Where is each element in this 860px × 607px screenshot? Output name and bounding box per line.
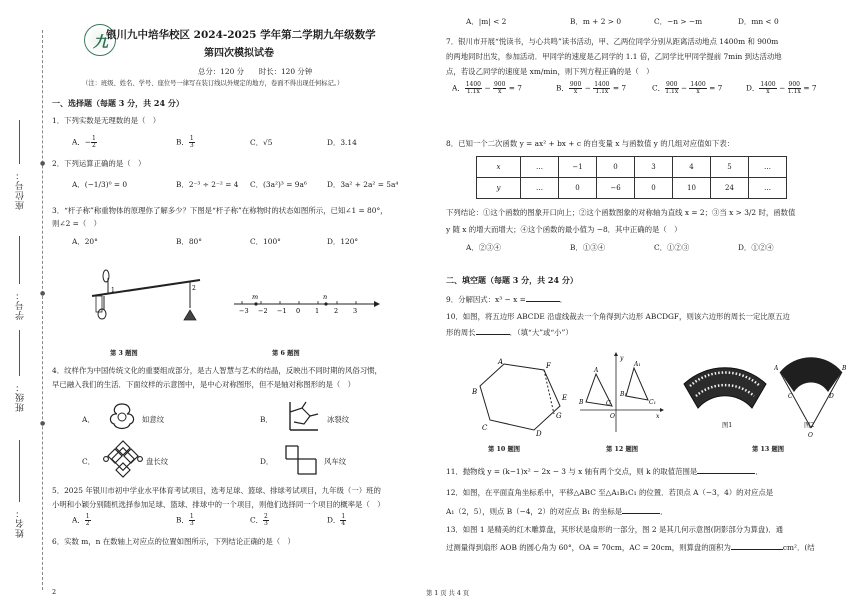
q6-number-line	[230, 290, 380, 316]
q7-c-letter: C．	[652, 83, 666, 93]
shaded-sector	[780, 357, 842, 392]
q5-d-num: 1	[341, 513, 346, 520]
q5-stem-line2: 小明和小颖分别随机选择参加足球、篮球、排球中的一个项目，则他们选择同一个项目的概率是（ ）	[52, 500, 385, 509]
q7-d-f1n: 1400	[760, 81, 776, 88]
label-G: G	[556, 412, 562, 420]
table-cell: 0	[559, 178, 597, 199]
q7-d-f2n: 900	[788, 81, 800, 88]
q7-d-frac1	[759, 82, 776, 95]
binding-hole: ●	[40, 160, 46, 167]
q3-option-b[interactable]: B．80°	[176, 237, 202, 246]
q4-d-name: 风车纹	[324, 457, 347, 466]
q9-stem: 9．分解因式：x³ − x = ．	[446, 295, 568, 304]
q7-stem-line1: 7．银川市开展“悦读书，与心共鸣”读书活动，甲、乙两位同学分别从距离活动地点 1400m 和 900m	[446, 37, 779, 46]
q7-d-mid: −	[778, 83, 786, 93]
q7-a-mid: −	[484, 83, 491, 93]
fig13-label-2: 图2	[804, 422, 815, 429]
label-A: A	[774, 365, 779, 372]
q8-value-table	[476, 156, 787, 199]
q8-claims-line2: y 随 x 的增大而增大；④这个函数的最小值为 −8．其中正确的是（ ）	[446, 225, 682, 234]
q1-b-fraction	[189, 136, 195, 149]
q7-option-b[interactable]	[556, 82, 626, 95]
q7-option-a[interactable]	[452, 82, 522, 95]
q1-a-den: 2	[91, 142, 96, 149]
q1-option-c[interactable]: C．√5	[250, 138, 273, 147]
q1-option-a[interactable]	[72, 136, 97, 149]
class-line[interactable]	[19, 330, 20, 376]
q7-a-f2n: 900	[493, 81, 506, 88]
q4-stem-line2: 早已融入我们的生活．下面纹样的示意图中，是中心对称图形，但不是轴对称图形的是（ ）	[52, 380, 356, 389]
q7-a-letter: A．	[452, 83, 465, 93]
q7-a-f2d: x	[497, 88, 502, 95]
number-line-tick-label: 3	[353, 307, 358, 315]
table-cell: −1	[559, 157, 597, 178]
label-A: A	[594, 367, 599, 374]
q4-d-letter: D．	[260, 457, 274, 466]
id-line[interactable]	[19, 236, 20, 284]
endless-knot-pattern-icon	[102, 440, 144, 478]
q5-option-a[interactable]	[72, 514, 91, 527]
q7-d-letter: D．	[746, 83, 760, 93]
steelyard-hook-top	[103, 270, 109, 282]
label-O: O	[610, 413, 615, 420]
q3-steelyard-figure	[82, 258, 207, 336]
q5-b-letter: B．	[176, 515, 189, 525]
point-n	[324, 302, 327, 305]
number-line-tick-label: 2	[334, 307, 339, 315]
binding-dashed-line	[40, 30, 46, 590]
label-A1: A₁	[634, 361, 641, 368]
q10-pentagon-figure	[464, 356, 574, 436]
q3-stem-line2: 则∠2 =（ ）	[52, 219, 101, 228]
q7-c-f2d: x	[696, 88, 700, 95]
q11-answer-blank[interactable]	[697, 473, 755, 474]
q2-stem: 2．下列运算正确的是（ ）	[52, 159, 146, 168]
q7-c-mid: −	[680, 83, 688, 93]
q7-b-frac2	[593, 82, 610, 95]
section1-title: 一、选择题（每题 3 分，共 24 分）	[52, 98, 184, 108]
triangle-A1B1C1	[626, 368, 648, 400]
steelyard-weight	[184, 310, 196, 320]
label-E: E	[562, 394, 568, 402]
q7-b-f1n: 900	[569, 81, 582, 88]
section2-title: 二、填空题（每题 3 分，共 24 分）	[446, 275, 578, 285]
q8-option-a[interactable]: A．②③④	[466, 243, 501, 252]
q13-answer-blank[interactable]	[731, 549, 783, 550]
q12-answer-blank[interactable]	[622, 513, 660, 514]
q9-text: 9．分解因式：x³ − x =	[446, 295, 526, 304]
q4-option-a[interactable]	[82, 416, 95, 425]
point-m	[254, 302, 257, 305]
q7-c-frac1	[665, 82, 678, 95]
q12-stem-line1: 12．如图，在平面直角坐标系中，平移△ABC 至△A₁B₁C₁ 的位置．若顶点 A（−3，4）的对应点是	[446, 488, 774, 497]
q10-answer-blank[interactable]	[476, 334, 510, 335]
q4-a-name: 如意纹	[142, 415, 165, 424]
q4-option-c[interactable]	[82, 458, 95, 467]
q4-c-name: 盘长纹	[146, 457, 169, 466]
hexagon-outline	[480, 364, 560, 430]
fig-caption-10: 第 10 题图	[488, 446, 521, 453]
q7-c-f2n: 1400	[690, 81, 706, 88]
table-cell: …	[521, 157, 559, 178]
q13-abacus-photo	[680, 362, 770, 420]
q4-c-letter: C．	[82, 457, 96, 466]
table-cell: 4	[673, 157, 711, 178]
label-B: B	[579, 399, 584, 406]
fig13-label-1: 图1	[722, 422, 733, 429]
table-cell: 0	[635, 178, 673, 199]
school-logo-mark: 九	[93, 33, 109, 51]
table-row	[477, 157, 787, 178]
q5-option-d[interactable]	[327, 514, 346, 527]
pinwheel-pattern-icon	[276, 440, 320, 478]
table-header-y: y	[477, 178, 521, 199]
q12-text: A₁（2，5），则点 B（−4，2）的对应点 B₁ 的坐标是	[446, 507, 623, 516]
x-axis-arrow	[660, 408, 664, 412]
page-number-left: 2	[52, 588, 57, 596]
table-cell: …	[521, 178, 559, 199]
q7-a-f1n: 1400	[465, 81, 482, 88]
ruyi-pattern-icon	[104, 400, 140, 432]
label-C: C	[606, 400, 611, 407]
label-A: A	[498, 358, 504, 366]
q5-d-den: 4	[341, 520, 346, 527]
q7-a-frac2	[493, 82, 506, 95]
q5-c-fraction	[263, 514, 269, 527]
q2-option-c[interactable]: C．(3a²)³ = 9a⁶	[250, 180, 307, 189]
seat-line[interactable]	[19, 120, 20, 164]
name-line[interactable]	[19, 440, 20, 502]
exam-note: （注：班级、姓名、学号、座位号一律写在装订线以外规定的地方，卷面不得出现任何标记。）	[82, 80, 344, 87]
binding-hole: ●	[40, 420, 46, 427]
q7-c-frac2	[689, 82, 706, 95]
q5-c-num: 2	[264, 513, 268, 520]
seat-label: 座位号：	[16, 170, 26, 210]
right-column	[446, 0, 850, 607]
q3-option-c[interactable]: C．100°	[250, 237, 281, 246]
q3-angle2-label: 2	[192, 285, 196, 292]
table-cell: 0	[597, 157, 635, 178]
label-O: O	[808, 432, 813, 439]
table-cell: …	[749, 157, 787, 178]
q5-d-letter: D．	[327, 515, 341, 525]
q10-text: 形的周长	[446, 328, 476, 337]
q7-c-end: = 7	[709, 83, 723, 93]
q7-c-f1d: 1.1x	[665, 88, 679, 95]
q7-stem-line2: 的两地同时出发，参加活动．甲同学的速度是乙同学的 1.1 倍，乙同学比甲同学提前 7min 到达活动地	[446, 52, 782, 61]
number-line-arrow	[374, 301, 380, 307]
q8-option-d[interactable]: D．①②④	[738, 243, 774, 252]
q3-angle1-label: 1	[111, 287, 115, 294]
q6-option-c[interactable]: C．−n > −m	[654, 17, 703, 26]
q13-stem-line2	[446, 544, 815, 553]
ice-crack-pattern-icon	[284, 398, 322, 434]
label-B: B	[472, 388, 478, 396]
q13-unit: cm²．(结	[782, 543, 815, 552]
q7-b-f2d: 1.1x	[595, 88, 609, 95]
q5-a-fraction	[85, 514, 91, 527]
table-row	[477, 178, 787, 199]
q1-a-letter: A．	[72, 137, 85, 147]
q4-a-letter: A．	[82, 415, 95, 424]
q6-option-a[interactable]: A．|m| < 2	[466, 17, 507, 26]
exam-meta: 总分：120 分 时长：120 分钟	[198, 67, 313, 76]
q7-option-c[interactable]	[652, 82, 722, 95]
label-B: B	[842, 365, 847, 372]
q10-stem-line1: 10．如图，将五边形 ABCDE 沿虚线裁去一个角得到六边形 ABCDGF，则该六边形的周长一定比原五边	[446, 312, 790, 321]
q8-claims-line1: 下列结论：①这个函数的图象开口向上；②这个函数图象的对称轴为直线 x = 2；③当 x > 3/2 时，函数值	[446, 208, 796, 217]
label-y: y	[620, 355, 624, 362]
q11-text: 11．抛物线 y = (k−1)x² − 2x − 3 与 x 轴有两个交点，则 k 的取值范围是	[446, 467, 698, 476]
q2-option-d[interactable]: D．3a² + 2a² = 5a⁴	[327, 180, 399, 189]
q7-b-end: = 7	[612, 83, 627, 93]
number-line-tick-label: 0	[296, 307, 301, 315]
label-C: C	[482, 424, 488, 432]
q1-option-b[interactable]	[176, 136, 195, 149]
binding-hole: ●	[40, 290, 46, 297]
table-cell: …	[749, 178, 787, 199]
q7-b-f2n: 1400	[594, 81, 610, 88]
q10-stem-line2	[446, 329, 573, 338]
q10-hint: ．（填“大”或“小”）	[509, 328, 573, 337]
fig-caption-3: 第 3 题图	[110, 350, 138, 357]
q7-option-d[interactable]	[746, 82, 817, 95]
label-C1: C₁	[649, 399, 656, 406]
exam-title: 第四次模拟试卷	[204, 48, 274, 59]
q7-stem-line3: 点，若设乙同学的速度是 xm/min，则下列方程正确的是（ ）	[446, 67, 654, 76]
q3-option-d[interactable]: D．120°	[327, 237, 359, 246]
q1-a-sign: −	[84, 137, 91, 147]
q5-option-c[interactable]	[250, 514, 269, 527]
cut-line	[544, 370, 554, 414]
q12-stem-line2: A₁（2，5），则点 B（−4，2）的对应点 B₁ 的坐标是 ．	[446, 507, 668, 516]
number-line-tick-label: −3	[239, 307, 249, 315]
table-header-x: x	[477, 157, 521, 178]
q7-d-f2d: 1.1x	[787, 88, 801, 95]
y-axis-arrow	[614, 352, 618, 356]
table-cell: 5	[711, 157, 749, 178]
q8-option-c[interactable]: C．①②③	[654, 243, 690, 252]
q7-a-frac1	[465, 82, 482, 95]
id-label: 学号：	[16, 290, 26, 320]
q13-stem-line1: 13．如图 1 是精美的红木雕算盘，其形状是扇形的一部分，图 2 是其几何示意图(阴影部分为算盘)．通	[446, 525, 783, 534]
q9-answer-blank[interactable]	[526, 301, 560, 302]
fig-caption-12: 第 12 题图	[606, 446, 639, 453]
fig-caption-13: 第 13 题图	[752, 446, 785, 453]
q7-a-f1d: 1.1x	[466, 88, 480, 95]
q5-option-b[interactable]	[176, 514, 195, 527]
q4-stem-line1: 4．纹样作为中国传统文化的重要组成部分，是古人智慧与艺术的结晶，反映出不同时期的风俗习惯，	[52, 366, 382, 375]
q7-b-letter: B．	[556, 83, 569, 93]
school-title: 银川九中培华校区 2024-2025 学年第二学期九年级数学	[106, 29, 376, 41]
q7-d-end: = 7	[803, 83, 817, 93]
q6-stem: 6．实数 m，n 在数轴上对应点的位置如图所示，下列结论正确的是（ ）	[52, 537, 295, 546]
q4-option-b[interactable]	[260, 416, 273, 425]
q1-b-num: 1	[189, 135, 194, 142]
label-x: x	[656, 413, 660, 420]
table-cell: 10	[673, 178, 711, 199]
q8-option-b[interactable]: B．①③④	[570, 243, 605, 252]
q8-stem: 8．已知一个二次函数 y = ax² + bx + c 的自变量 x 与函数值 y 的几组对应值如下表：	[446, 139, 735, 148]
q2-option-b[interactable]: B．2⁻³ ÷ 2⁻² = 4	[176, 180, 239, 189]
number-line-tick-label: 1	[315, 307, 320, 315]
q7-b-frac1	[569, 82, 582, 95]
q5-a-num: 1	[85, 513, 90, 520]
q1-a-num: 1	[91, 135, 96, 142]
q7-c-f1n: 900	[666, 81, 678, 88]
fig-caption-6: 第 6 题图	[272, 350, 300, 357]
q13-text: 过测量得到扇形 AOB 的圆心角为 60°，OA = 70cm，AC = 20cm，则算盘的面积为	[446, 543, 731, 552]
table-cell: 24	[711, 178, 749, 199]
table-cell: −6	[597, 178, 635, 199]
q5-b-num: 1	[189, 513, 194, 520]
steelyard-object	[96, 296, 102, 312]
q4-b-name: 冰裂纹	[327, 415, 350, 424]
number-line-tick-label: −1	[277, 307, 287, 315]
q4-option-d[interactable]	[260, 458, 273, 467]
q7-b-mid: −	[584, 83, 591, 93]
q3-option-a[interactable]: A．20°	[72, 237, 98, 246]
q7-b-f1d: x	[573, 88, 578, 95]
q4-b-letter: B．	[260, 415, 273, 424]
q5-c-letter: C．	[250, 515, 264, 525]
q7-d-frac2	[788, 82, 801, 95]
q1-b-den: 3	[189, 142, 194, 149]
label-D: D	[829, 393, 834, 400]
q11-stem: 11．抛物线 y = (k−1)x² − 2x − 3 与 x 轴有两个交点，则 k 的取值范围是 ．	[446, 467, 763, 476]
q12-coordinate-figure	[576, 352, 664, 434]
q5-b-fraction	[189, 514, 195, 527]
q6-option-d[interactable]: D．mn < 0	[738, 17, 779, 26]
q6-option-b[interactable]: B．m + 2 > 0	[570, 17, 622, 26]
q3-stem-line1: 3．“杆子称”称重物体的原理你了解多少？下图是“杆子称”在称物时的状态如图所示，已知∠1 = 80°，	[52, 206, 388, 215]
q2-option-a[interactable]: A．(−1/3)⁰ = 0	[72, 180, 128, 189]
q1-option-d[interactable]: D．3.14	[327, 138, 357, 147]
q5-c-den: 3	[264, 520, 268, 527]
table-cell: 3	[635, 157, 673, 178]
left-column	[52, 0, 437, 607]
q5-a-den: 2	[85, 520, 90, 527]
q5-a-letter: A．	[72, 515, 85, 525]
abacus-body	[684, 368, 766, 408]
label-C: C	[788, 393, 793, 400]
class-label: 班级：	[16, 382, 26, 412]
q5-stem-line1: 5．2025 年银川市初中学业水平体育考试项目，选考足球、篮球、排球考试项目，九年级（一）班的	[52, 486, 381, 495]
label-n: n	[323, 293, 328, 301]
label-m: m	[252, 293, 259, 301]
q1-a-fraction	[91, 136, 97, 149]
q1-b-letter: B．	[176, 137, 189, 147]
q7-d-f1d: x	[766, 88, 770, 95]
q7-a-end: = 7	[508, 83, 522, 93]
number-line-tick-label: −2	[258, 307, 268, 315]
page-number-center: 第 1 页 共 4 页	[426, 590, 470, 597]
q5-d-fraction	[340, 514, 346, 527]
label-F: F	[546, 362, 551, 370]
name-label: 姓名：	[16, 508, 26, 538]
binding-strip	[0, 0, 56, 607]
q5-b-den: 3	[189, 520, 194, 527]
q1-stem: 1．下列实数是无理数的是（ ）	[52, 116, 161, 125]
label-D: D	[536, 430, 542, 436]
label-B1: B₁	[620, 391, 627, 398]
